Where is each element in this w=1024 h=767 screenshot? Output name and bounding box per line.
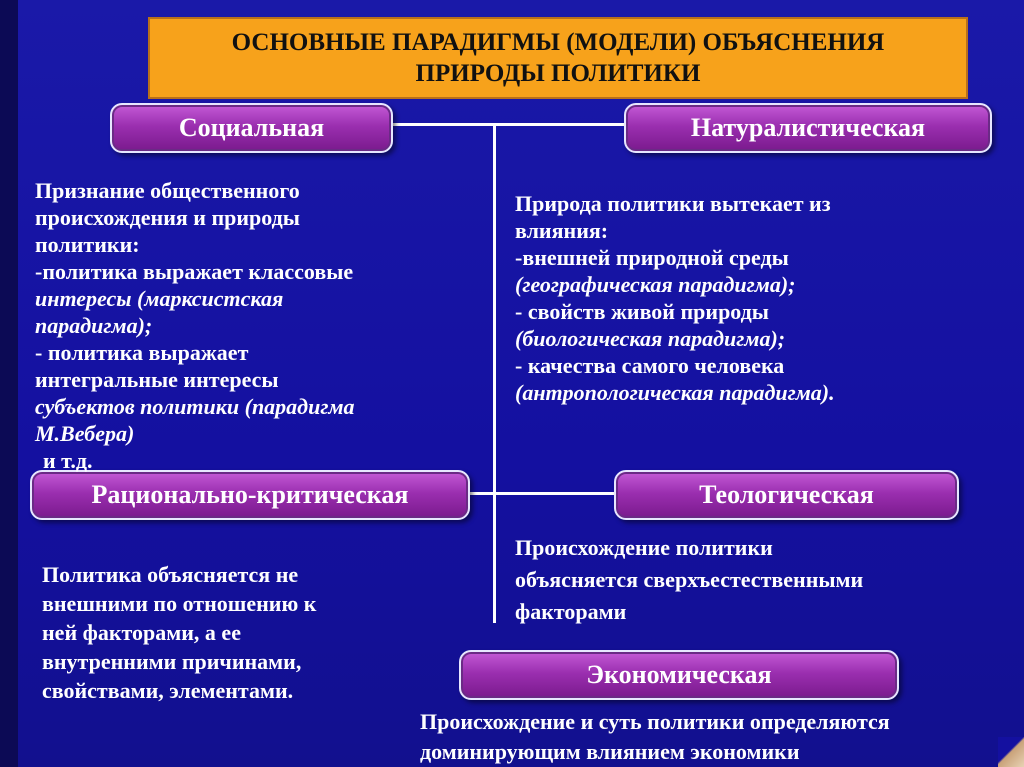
- theological-line: объясняется сверхъестественными: [515, 567, 864, 592]
- social-line: - политика выражает: [35, 340, 249, 365]
- slide-title: [148, 17, 968, 99]
- title-line-1: ОСНОВНЫЕ ПАРАДИГМЫ (МОДЕЛИ) ОБЪЯСНЕНИЯ: [231, 29, 885, 56]
- connector-top-horizontal: [392, 123, 628, 126]
- rational-line: свойствами, элементами.: [42, 678, 294, 703]
- theological-line: факторами: [515, 599, 627, 624]
- social-line: Признание общественного: [35, 178, 300, 203]
- naturalistic-line: -внешней природной среды: [515, 245, 789, 270]
- paradigm-theological-label: Теологическая: [614, 470, 959, 520]
- naturalistic-description: [515, 190, 990, 406]
- social-line: интересы (марксистская: [35, 286, 284, 311]
- economic-line: Происхождение и суть политики определяются: [420, 709, 890, 734]
- naturalistic-line: - качества самого человека: [515, 353, 785, 378]
- rational-description: [42, 560, 434, 705]
- left-rail: [0, 0, 18, 767]
- social-line: -политика выражает классовые: [35, 259, 354, 284]
- social-line: субъектов политики (парадигма: [35, 394, 355, 419]
- social-line: М.Вебера): [35, 421, 135, 446]
- economic-line: доминирующим влиянием экономики: [420, 739, 800, 764]
- paradigm-rational-label: Рационально-критическая: [30, 470, 470, 520]
- paradigm-naturalistic-label: Натуралистическая: [624, 103, 992, 153]
- naturalistic-line: (биологическая парадигма);: [515, 326, 786, 351]
- paradigm-economic-label: Экономическая: [459, 650, 899, 700]
- theological-line: Происхождение политики: [515, 535, 773, 560]
- rational-line: ней факторами, а ее: [42, 620, 241, 645]
- social-line: интегральные интересы: [35, 367, 279, 392]
- economic-description: [420, 707, 980, 767]
- connector-mid-horizontal: [468, 492, 618, 495]
- social-line: происхождения и природы: [35, 205, 300, 230]
- naturalistic-line: влияния:: [515, 218, 609, 243]
- naturalistic-line: Природа политики вытекает из: [515, 191, 831, 216]
- paradigm-social-label: Социальная: [110, 103, 393, 153]
- social-line: парадигма);: [35, 313, 153, 338]
- social-line: и т.д.: [43, 448, 93, 473]
- naturalistic-line: - свойств живой природы: [515, 299, 769, 324]
- social-description: [35, 177, 460, 474]
- connector-vertical: [493, 123, 496, 623]
- title-line-2: ПРИРОДЫ ПОЛИТИКИ: [415, 60, 701, 87]
- theological-description: [515, 532, 990, 628]
- page-curl-corner: [998, 737, 1024, 767]
- naturalistic-line: (антропологическая парадигма).: [515, 380, 835, 405]
- rational-line: Политика объясняется не: [42, 562, 299, 587]
- naturalistic-line: (географическая парадигма);: [515, 272, 796, 297]
- social-line: политики:: [35, 232, 140, 257]
- rational-line: внешними по отношению к: [42, 591, 317, 616]
- rational-line: внутренними причинами,: [42, 649, 302, 674]
